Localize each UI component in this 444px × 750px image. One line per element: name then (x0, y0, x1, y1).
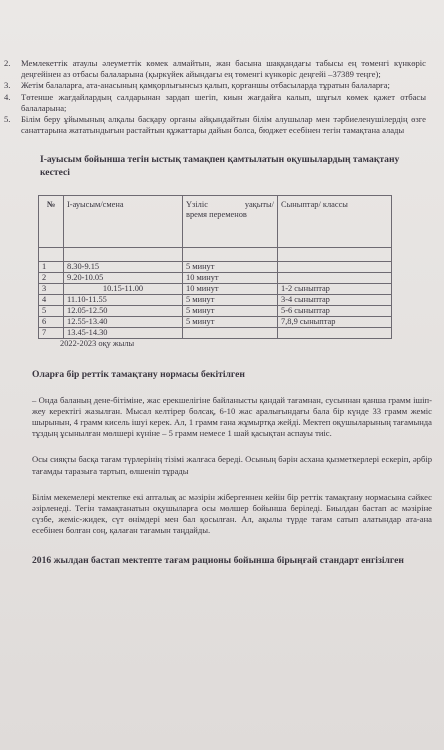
table-header-row (39, 196, 392, 248)
cell-classes (278, 328, 392, 339)
table-row (39, 328, 392, 339)
list-item-number: 2. (4, 58, 11, 68)
header-break-word2: уақыты/ (244, 200, 274, 210)
eligibility-list (4, 58, 426, 136)
table-row-empty (39, 248, 392, 262)
cell-time: 9.20-10.05 (64, 273, 183, 284)
cell-break: 5 минут (183, 306, 278, 317)
table-row (39, 306, 392, 317)
year-note: 2022-2023 оқу жылы (60, 339, 135, 349)
list-item (4, 114, 426, 136)
header-classes: Сыныптар/ классы (278, 196, 392, 248)
cell-classes (278, 262, 392, 273)
cell-num: 2 (39, 273, 64, 284)
cell-time: 10.15-11.00 (64, 284, 183, 295)
cell-time: 12.05-12.50 (64, 306, 183, 317)
cell-num: 7 (39, 328, 64, 339)
table-cell (278, 248, 392, 262)
table-row (39, 284, 392, 295)
header-break (183, 196, 278, 248)
list-item (4, 92, 426, 114)
list-item-number: 5. (4, 114, 11, 125)
table-cell (183, 248, 278, 262)
list-item-text: Жетім балаларға, ата-анасының қамқорлығынсыз қалып, қорғаншы отбасыларда тұратын балаларға; (21, 80, 390, 91)
cell-break: 5 минут (183, 317, 278, 328)
cell-time: 11.10-11.55 (64, 295, 183, 306)
cell-break: 5 минут (183, 262, 278, 273)
cell-time: 12.55-13.40 (64, 317, 183, 328)
cell-break: 10 минут (183, 273, 278, 284)
list-item (4, 58, 426, 80)
norms-title: Оларға бір реттік тамақтану нормасы бекітілген (32, 369, 245, 381)
list-item-number: 4. (4, 91, 11, 102)
norms-paragraph: Осы сияқты басқа тағам түрлерінің тізімі жалғаса береді. Осының бәрін асхана қызметкерлері ескеріп, әрбір тағамды таразыға тартып, өлшеніп тұрады (32, 454, 432, 476)
cell-break: 10 минут (183, 284, 278, 295)
cell-num: 6 (39, 317, 64, 328)
norms-paragraph: Білім мекемелері мектепке екі апталық ас мәзірін жібергеннен кейін бір реттік тамақтану нормасына сәйкес әзірленеді. Тегін тамақтанатын оқушыларға осы мөлшер бойынша беріледі. Биылдан бастап ас мәзіріне сүзбе, жеміс-жидек, сүт өнімдері мен бал қосылған. Ал, ақылы түрде тағам сатып алатындар ата-ана есебінен болған соң, қалаған тағамын таңдайды. (32, 491, 432, 536)
cell-num: 4 (39, 295, 64, 306)
schedule-table (38, 195, 392, 339)
cell-time: 8.30-9.15 (64, 262, 183, 273)
norms-paragraph: – Онда баланың дене-бітіміне, жас ерекшелігіне байланысты қандай тағамнан, сусыннан қанша грамм ішіп-жеу керектігі жазылған. Мысал келтірер болсақ, 6-10 жас аралығындағы бала бір күнде 33 грамм жеміс шырынын, 4 грамм кисель ішуі керек. Ал, 1 грамм ғана жұмыртқа жейді. Мектеп оқушыларының тағамында тұздың ұсынылған мөлшері күніне – 5 грамм немесе 1 шай қасықтан аспауы тиіс. (32, 394, 432, 439)
cell-num: 3 (39, 284, 64, 295)
header-shift: І-ауысым/смена (64, 196, 183, 248)
cell-break: 5 минут (183, 295, 278, 306)
list-item-text: Білім беру ұйымының алқалы басқару органы айқындайтын білім алушылар мен тәрбиеленушілердің өзге санаттарына жататындығын растайтын құжаттары дайын болса, бюджет есебінен тегін тамақтана алады (21, 114, 426, 136)
list-item-text: Мемлекеттік атаулы әлеуметтік көмек алмайтын, жан басына шаққандағы табысы ең төменгі күнкөріс деңгейінен аз отбасы балаларына (қыркүйек айындағы ең төменгі күнкөріс деңгейі –37389 теңге); (21, 58, 426, 80)
cell-classes: 5-6 сыныптар (278, 306, 392, 317)
table-row (39, 295, 392, 306)
cell-time: 13.45-14.30 (64, 328, 183, 339)
header-number: № (39, 196, 64, 248)
cell-classes: 7,8,9 сыныптар (278, 317, 392, 328)
list-item (4, 80, 426, 91)
table-row (39, 317, 392, 328)
header-break-word1: Үзіліс (186, 200, 208, 210)
list-item-number: 3. (4, 80, 11, 91)
standard-title: 2016 жылдан бастап мектепте тағам рационы бойынша бірыңғай стандарт енгізілген (32, 554, 404, 566)
table-cell (64, 248, 183, 262)
cell-classes: 1-2 сыныптар (278, 284, 392, 295)
cell-num: 5 (39, 306, 64, 317)
cell-classes (278, 273, 392, 284)
cell-break (183, 328, 278, 339)
table-row (39, 262, 392, 273)
schedule-title: І-ауысым бойынша тегін ыстық тамақпен қамтылатын оқушылардың тамақтану кестесі (40, 154, 400, 178)
cell-num: 1 (39, 262, 64, 273)
list-item-text: Төтенше жағдайлардың салдарынан зардап шегіп, киын жағдайға калып, шұғыл көмек қажет отбасы балаларына; (21, 91, 426, 113)
table-cell (39, 248, 64, 262)
table-row (39, 273, 392, 284)
header-break-line2: время переменов (186, 210, 247, 220)
cell-classes: 3-4 сыныптар (278, 295, 392, 306)
